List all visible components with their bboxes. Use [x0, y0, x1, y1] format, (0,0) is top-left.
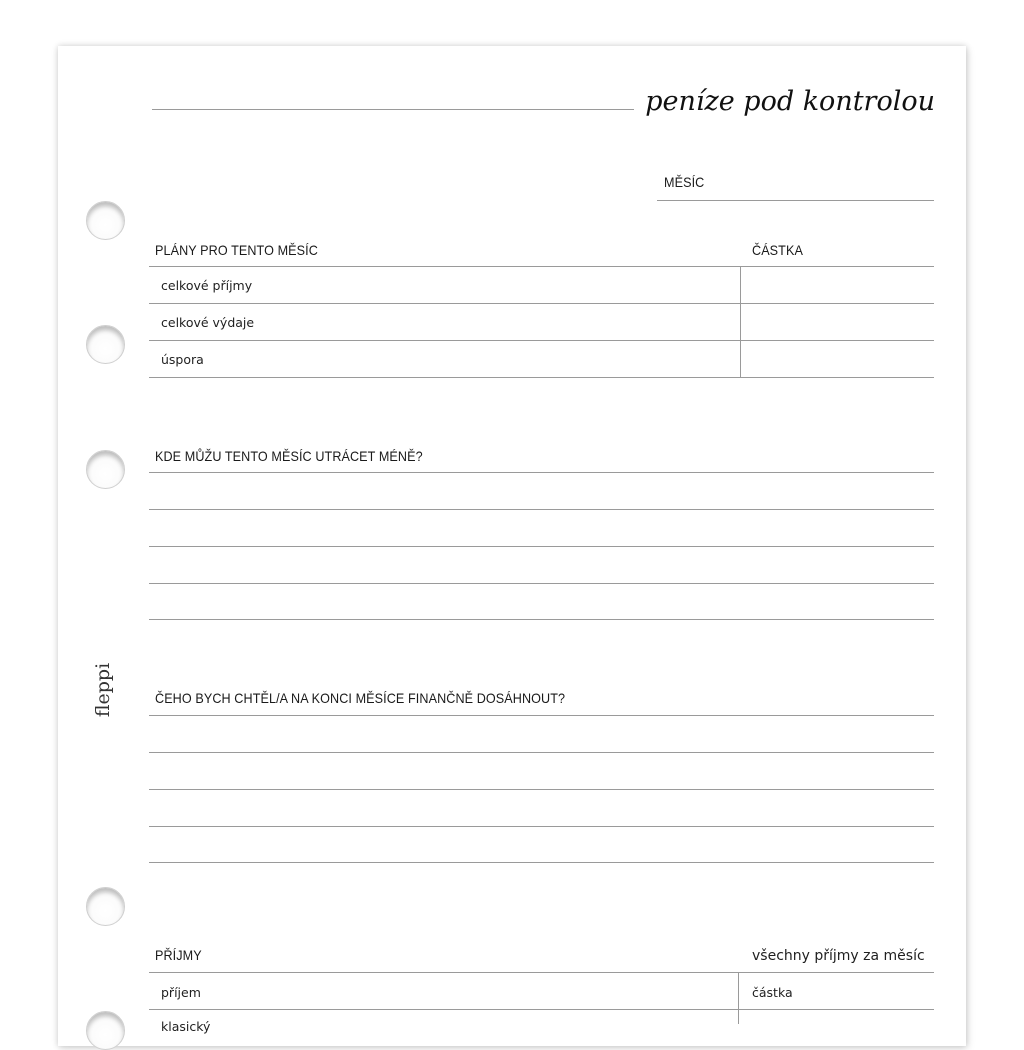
month-field[interactable]: [657, 200, 934, 201]
writing-line[interactable]: [149, 826, 934, 827]
spend-less-question: KDE MŮŽU TENTO MĚSÍC UTRÁCET MÉNĚ?: [155, 448, 423, 464]
income-column-label: příjem: [161, 985, 201, 1000]
table-rule: [149, 377, 934, 378]
writing-line[interactable]: [149, 789, 934, 790]
plan-row-label: celkové výdaje: [161, 315, 255, 330]
plan-row-label: úspora: [161, 352, 204, 367]
income-summary-label: všechny příjmy za měsíc: [752, 948, 925, 964]
punch-hole: [86, 201, 125, 240]
punch-hole: [86, 887, 125, 926]
writing-line[interactable]: [149, 619, 934, 620]
title-rule: [152, 109, 634, 110]
writing-line[interactable]: [149, 862, 934, 863]
goal-question: ČEHO BYCH CHTĚL/A NA KONCI MĚSÍCE FINANČNĚ DOSÁHNOUT?: [155, 690, 566, 706]
writing-line[interactable]: [149, 752, 934, 753]
amount-column-label: částka: [752, 985, 793, 1000]
writing-line[interactable]: [149, 583, 934, 584]
writing-line[interactable]: [149, 546, 934, 547]
writing-line[interactable]: [149, 509, 934, 510]
table-rule: [149, 340, 934, 341]
table-rule: [149, 1009, 934, 1010]
column-divider: [740, 267, 741, 377]
page-title: peníze pod kontrolou: [645, 86, 935, 117]
plan-row-label: celkové příjmy: [161, 278, 253, 293]
writing-line[interactable]: [149, 472, 934, 473]
writing-line[interactable]: [149, 715, 934, 716]
month-label: MĚSÍC: [664, 174, 705, 190]
income-heading: PŘÍJMY: [155, 947, 202, 963]
table-rule: [149, 303, 934, 304]
plans-heading: PLÁNY PRO TENTO MĚSÍC: [155, 242, 318, 258]
income-row-label: klasický: [161, 1019, 211, 1034]
column-divider: [738, 973, 739, 1024]
plans-amount-heading: ČÁSTKA: [752, 242, 803, 258]
punch-hole: [86, 450, 125, 489]
punch-hole: [86, 1011, 125, 1050]
brand-logo: fleppi: [92, 662, 114, 718]
table-rule: [149, 266, 934, 267]
table-rule: [149, 972, 934, 973]
punch-hole: [86, 325, 125, 364]
